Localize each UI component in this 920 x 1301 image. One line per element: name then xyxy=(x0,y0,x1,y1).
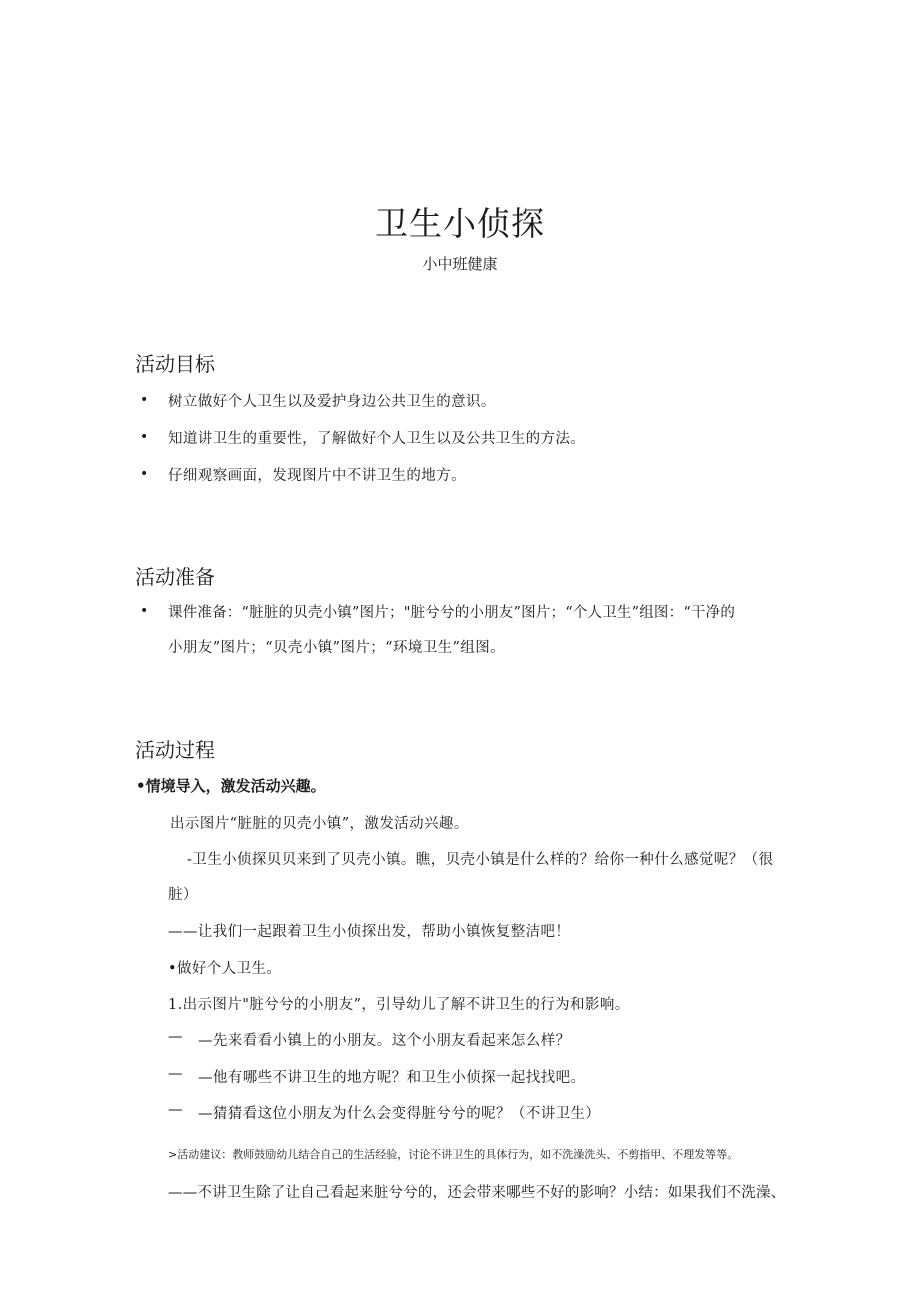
question-line: —他有哪些不讲卫生的地方呢？和卫生小侦探一起找找吧。 xyxy=(198,1070,586,1086)
document-subtitle: 小中班健康 xyxy=(422,255,498,273)
question-line: —猜猜看这位小朋友为什么会变得脏兮兮的呢？（不讲卫生） xyxy=(198,1106,601,1122)
dash-marker: — xyxy=(168,1029,183,1045)
step-title: •情境导入，激发活动兴趣。 xyxy=(136,777,326,795)
activity-note: >活动建议：教师鼓励幼儿结合自己的生活经验，讨论不讲卫生的具体行为，如不洗澡洗头、不剪指甲、不理发等等。 xyxy=(168,1148,739,1161)
goal-item: 知道讲卫生的重要性，了解做好个人卫生以及公共卫生的方法。 xyxy=(168,431,586,447)
section-heading-prep: 活动准备 xyxy=(135,565,215,589)
paragraph: 脏） xyxy=(168,887,198,903)
prep-line: 课件准备：“脏脏的贝壳小镇”图片；"脏兮兮的小朋友”图片；“个人卫生”组图：“干净的 xyxy=(168,605,736,621)
bullet-icon: • xyxy=(140,603,149,619)
prep-line: 小朋友”图片；“贝壳小镇”图片；“环境卫生”组图。 xyxy=(168,640,506,656)
question-line: —先来看看小镇上的小朋友。这个小朋友看起来怎么样？ xyxy=(198,1033,571,1049)
goal-item: 仔细观察画面，发现图片中不讲卫生的地方。 xyxy=(168,468,466,484)
bullet-icon: • xyxy=(140,392,149,408)
paragraph: 出示图片“脏脏的贝壳小镇”，激发活动兴趣。 xyxy=(170,816,469,832)
document-title: 卫生小侦探 xyxy=(375,204,545,243)
paragraph: 1.出示图片"脏兮兮的小朋友”，引导幼儿了解不讲卫生的行为和影响。 xyxy=(168,997,630,1013)
section-heading-process: 活动过程 xyxy=(135,738,215,762)
dash-marker: — xyxy=(168,1066,183,1082)
bullet-icon: • xyxy=(140,429,149,445)
dash-marker: — xyxy=(168,1102,183,1118)
goal-item: 树立做好个人卫生以及爱护身边公共卫生的意识。 xyxy=(168,394,496,410)
section-heading-goals: 活动目标 xyxy=(135,352,215,376)
paragraph: ——让我们一起跟着卫生小侦探出发，帮助小镇恢复整洁吧！ xyxy=(168,924,571,940)
paragraph: ——不讲卫生除了让自己看起来脏兮兮的，还会带来哪些不好的影响？小结：如果我们不洗澡、 xyxy=(168,1185,786,1201)
step-title: •做好个人卫生。 xyxy=(168,961,282,977)
bullet-icon: • xyxy=(140,466,149,482)
paragraph: -卫生小侦探贝贝来到了贝壳小镇。瞧，贝壳小镇是什么样的？给你一种什么感觉呢？（很 xyxy=(187,852,774,868)
